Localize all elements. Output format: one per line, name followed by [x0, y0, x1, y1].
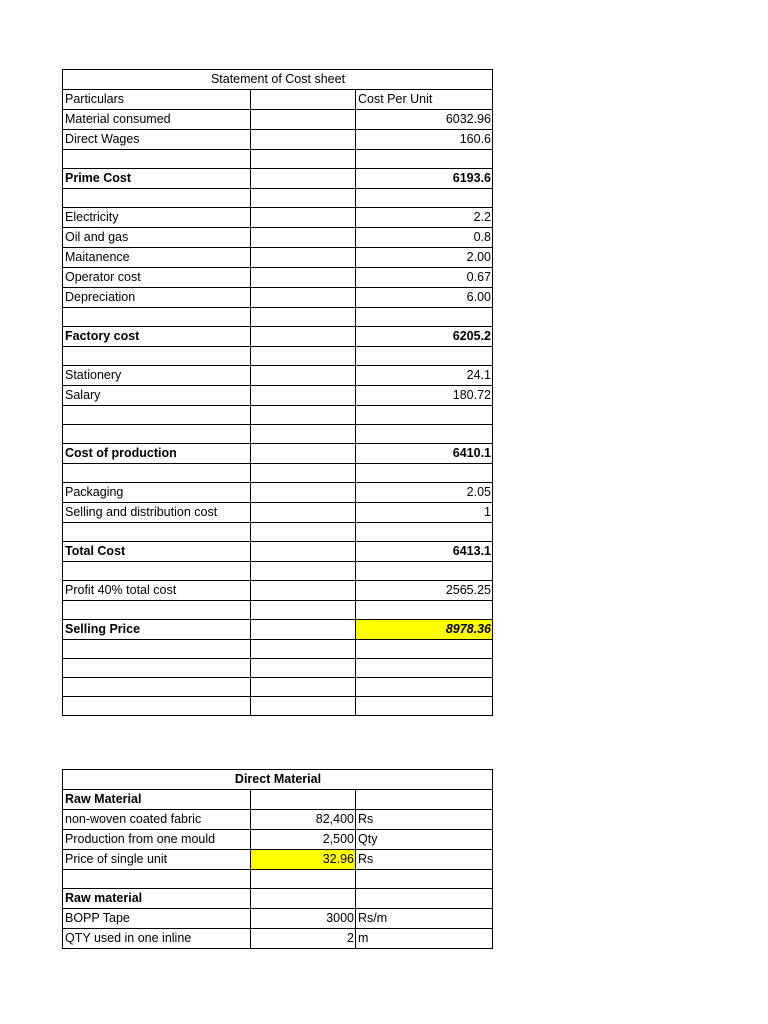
table-row	[63, 444, 493, 464]
table-row	[63, 929, 493, 949]
row-value-3: 6.00	[356, 288, 493, 308]
row-value-3: 2.00	[356, 248, 493, 268]
row-value-2: 2,500	[251, 830, 356, 850]
table-row	[63, 678, 493, 697]
row-label: Direct Wages	[63, 130, 251, 150]
row-value-2	[251, 327, 356, 347]
row-value-3: Rs	[356, 850, 493, 870]
row-value-3	[356, 308, 493, 327]
table-row	[63, 208, 493, 228]
row-value-3: 0.8	[356, 228, 493, 248]
table-row	[63, 483, 493, 503]
table-row	[63, 366, 493, 386]
row-value-3: 2565.25	[356, 581, 493, 601]
row-value-3: Rs	[356, 810, 493, 830]
row-label: non-woven coated fabric	[63, 810, 251, 830]
table-row	[63, 697, 493, 716]
row-value-3: 0.67	[356, 268, 493, 288]
row-label	[63, 523, 251, 542]
row-value-2	[251, 697, 356, 716]
row-label: Particulars	[63, 90, 251, 110]
table-row	[63, 110, 493, 130]
table-row	[63, 542, 493, 562]
row-value-2: 32.96	[251, 850, 356, 870]
row-label	[63, 347, 251, 366]
row-value-2	[251, 268, 356, 288]
row-value-2	[251, 581, 356, 601]
row-value-3: 2.2	[356, 208, 493, 228]
row-value-2	[251, 503, 356, 523]
row-value-2: 3000	[251, 909, 356, 929]
row-label: Raw Material	[63, 790, 251, 810]
table-row	[63, 130, 493, 150]
row-value-2	[251, 790, 356, 810]
table-row	[63, 909, 493, 929]
table-row	[63, 830, 493, 850]
row-value-2	[251, 248, 356, 268]
row-value-3	[356, 562, 493, 581]
row-value-3: Qty	[356, 830, 493, 850]
table-row	[63, 425, 493, 444]
table-row	[63, 228, 493, 248]
table-row	[63, 581, 493, 601]
table-row	[63, 150, 493, 169]
table-row	[63, 620, 493, 640]
table-row	[63, 347, 493, 366]
row-value-3: 1	[356, 503, 493, 523]
row-label: Price of single unit	[63, 850, 251, 870]
row-label	[63, 406, 251, 425]
row-value-3: 160.6	[356, 130, 493, 150]
cost-sheet-table	[62, 69, 493, 716]
row-value-3: 6205.2	[356, 327, 493, 347]
table-row	[63, 850, 493, 870]
row-label: Production from one mould	[63, 830, 251, 850]
row-value-3	[356, 601, 493, 620]
cost-sheet-title-row	[63, 70, 493, 90]
row-label: Electricity	[63, 208, 251, 228]
row-label: Prime Cost	[63, 169, 251, 189]
row-value-2	[251, 659, 356, 678]
row-label	[63, 640, 251, 659]
row-value-3	[356, 697, 493, 716]
row-value-2	[251, 523, 356, 542]
row-label: Raw material	[63, 889, 251, 909]
row-value-3	[356, 889, 493, 909]
row-value-2	[251, 90, 356, 110]
row-value-2	[251, 678, 356, 697]
row-label	[63, 464, 251, 483]
table-row	[63, 268, 493, 288]
direct-material-title: Direct Material	[63, 770, 493, 790]
table-row	[63, 562, 493, 581]
table-row	[63, 308, 493, 327]
row-value-3: Rs/m	[356, 909, 493, 929]
row-label: Factory cost	[63, 327, 251, 347]
row-value-2	[251, 228, 356, 248]
row-label	[63, 150, 251, 169]
row-label: Profit 40% total cost	[63, 581, 251, 601]
row-value-2: 82,400	[251, 810, 356, 830]
row-label	[63, 697, 251, 716]
table-row	[63, 288, 493, 308]
row-label	[63, 659, 251, 678]
row-value-2	[251, 425, 356, 444]
row-value-3: 6193.6	[356, 169, 493, 189]
row-value-3	[356, 870, 493, 889]
table-row	[63, 248, 493, 268]
row-label: Operator cost	[63, 268, 251, 288]
table-row	[63, 503, 493, 523]
table-row	[63, 870, 493, 889]
row-value-2	[251, 150, 356, 169]
row-value-3	[356, 790, 493, 810]
row-value-2	[251, 308, 356, 327]
row-value-2	[251, 464, 356, 483]
row-label: Selling Price	[63, 620, 251, 640]
table-row	[63, 810, 493, 830]
row-value-2	[251, 347, 356, 366]
table-row	[63, 659, 493, 678]
row-value-3	[356, 464, 493, 483]
row-value-2	[251, 542, 356, 562]
table-row	[63, 90, 493, 110]
row-label: Material consumed	[63, 110, 251, 130]
row-value-2	[251, 562, 356, 581]
row-label: BOPP Tape	[63, 909, 251, 929]
row-value-3: 2.05	[356, 483, 493, 503]
row-value-2	[251, 889, 356, 909]
row-label	[63, 562, 251, 581]
table-row	[63, 889, 493, 909]
row-value-3: 8978.36	[356, 620, 493, 640]
row-value-2	[251, 288, 356, 308]
row-label: Selling and distribution cost	[63, 503, 251, 523]
row-value-3: 24.1	[356, 366, 493, 386]
row-value-3: 180.72	[356, 386, 493, 406]
row-value-3: Cost Per Unit	[356, 90, 493, 110]
table-row	[63, 464, 493, 483]
table-row	[63, 406, 493, 425]
row-value-3	[356, 678, 493, 697]
row-value-3: 6410.1	[356, 444, 493, 464]
row-label	[63, 425, 251, 444]
table-row	[63, 790, 493, 810]
row-value-2	[251, 870, 356, 889]
row-value-2	[251, 208, 356, 228]
row-label	[63, 189, 251, 208]
row-value-2	[251, 640, 356, 659]
row-value-3	[356, 406, 493, 425]
row-label	[63, 308, 251, 327]
table-row	[63, 189, 493, 208]
table-row	[63, 523, 493, 542]
row-label	[63, 870, 251, 889]
table-row	[63, 386, 493, 406]
row-value-3	[356, 347, 493, 366]
row-value-3	[356, 659, 493, 678]
row-value-3	[356, 523, 493, 542]
row-value-2	[251, 483, 356, 503]
table-row	[63, 169, 493, 189]
row-label: Cost of production	[63, 444, 251, 464]
row-label: Oil and gas	[63, 228, 251, 248]
row-label: Packaging	[63, 483, 251, 503]
row-value-2	[251, 444, 356, 464]
row-value-3: m	[356, 929, 493, 949]
row-label: Depreciation	[63, 288, 251, 308]
row-value-3	[356, 640, 493, 659]
row-value-2: 2	[251, 929, 356, 949]
row-label	[63, 601, 251, 620]
direct-material-title-row	[63, 770, 493, 790]
direct-material-table	[62, 769, 493, 949]
row-label: Total Cost	[63, 542, 251, 562]
row-value-2	[251, 189, 356, 208]
row-value-3: 6413.1	[356, 542, 493, 562]
cost-sheet-title: Statement of Cost sheet	[63, 70, 493, 90]
row-value-2	[251, 601, 356, 620]
row-value-3	[356, 189, 493, 208]
row-value-2	[251, 110, 356, 130]
row-label: QTY used in one inline	[63, 929, 251, 949]
table-row	[63, 640, 493, 659]
row-value-3	[356, 425, 493, 444]
row-value-2	[251, 366, 356, 386]
row-label: Salary	[63, 386, 251, 406]
row-label: Maitanence	[63, 248, 251, 268]
row-value-2	[251, 169, 356, 189]
table-row	[63, 327, 493, 347]
table-row	[63, 601, 493, 620]
row-value-2	[251, 386, 356, 406]
row-value-2	[251, 406, 356, 425]
row-label	[63, 678, 251, 697]
row-value-2	[251, 130, 356, 150]
row-value-3: 6032.96	[356, 110, 493, 130]
row-value-2	[251, 620, 356, 640]
row-label: Stationery	[63, 366, 251, 386]
row-value-3	[356, 150, 493, 169]
